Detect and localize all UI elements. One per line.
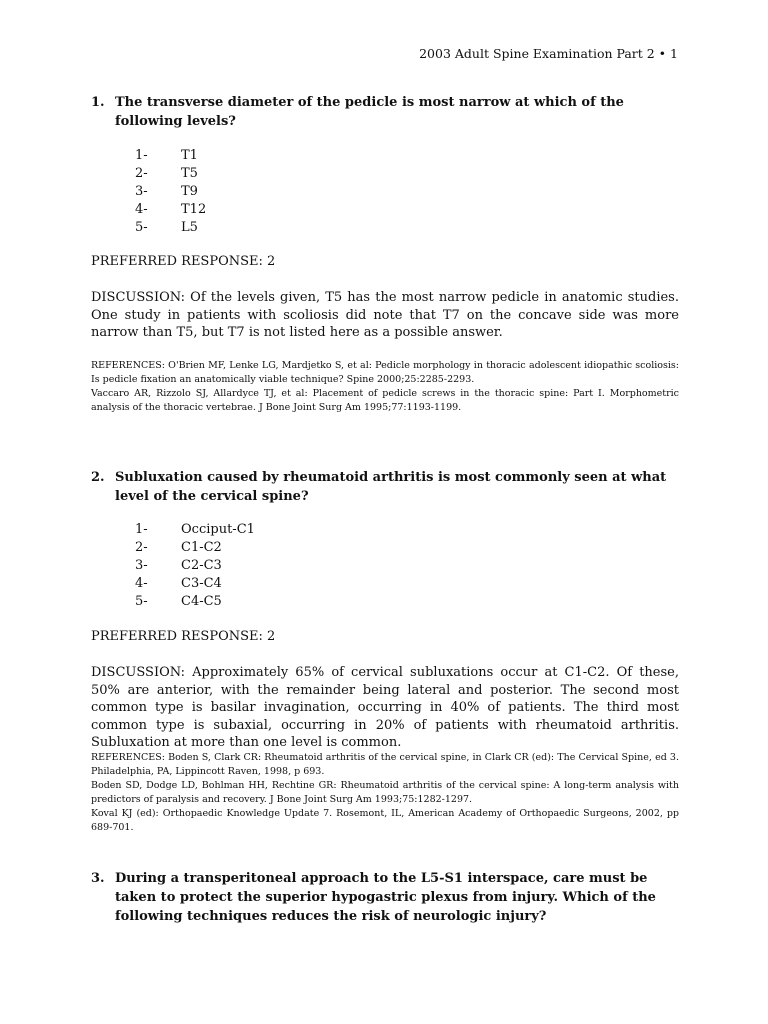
reference-item: Boden SD, Dodge LD, Bohlman HH, Rechtine GR: Rheumatoid arthritis of the cervical spine: A long-term analysis with predictors of paralysis and recovery. J Bone Joint Surg Am 1993;75:1282-1297. bbox=[91, 780, 679, 805]
question-number: 3. bbox=[91, 871, 105, 886]
question-1-options bbox=[135, 147, 206, 237]
question-number: 1. bbox=[91, 95, 105, 110]
question-2 bbox=[91, 468, 680, 506]
reference-item: REFERENCES: O'Brien MF, Lenke LG, Mardjetko S, et al: Pedicle morphology in thoracic adolescent idiopathic scoliosis: Is pedicle fixation an anatomically viable technique? Spine 2000;25:2285-2293. bbox=[91, 360, 679, 385]
option-1: 1- T1 bbox=[135, 148, 198, 163]
page-header: 2003 Adult Spine Examination Part 2 • 1 bbox=[419, 46, 678, 61]
preferred-response: PREFERRED RESPONSE: 2 bbox=[91, 629, 276, 644]
option-2: 2- T5 bbox=[135, 166, 198, 181]
reference-item: REFERENCES: Boden S, Clark CR: Rheumatoid arthritis of the cervical spine, in Clark CR (ed): The Cervical Spine, ed 3. Philadelphia, PA, Lippincott Raven, 1998, p 693. bbox=[91, 752, 679, 777]
question-3 bbox=[91, 869, 680, 926]
references bbox=[91, 751, 679, 835]
question-text: Subluxation caused by rheumatoid arthritis is most commonly seen at what level of the cervical spine? bbox=[115, 470, 667, 504]
question-text: During a transperitoneal approach to the L5-S1 interspace, care must be taken to protect the superior hypogastric plexus from injury. Which of the following techniques reduces the risk of neurologic injury? bbox=[115, 871, 656, 924]
option-5: 5- C4-C5 bbox=[135, 594, 222, 609]
discussion: DISCUSSION: Of the levels given, T5 has the most narrow pedicle in anatomic studies. One study in patients with scoliosis did note that T7 on the concave side was more narrow than T5, but T7 is not listed here as a possible answer. bbox=[91, 290, 679, 340]
option-2: 2- C1-C2 bbox=[135, 540, 222, 555]
reference-item: Koval KJ (ed): Orthopaedic Knowledge Update 7. Rosemont, IL, American Academy of Orthopaedic Surgeons, 2002, pp 689-701. bbox=[91, 808, 679, 833]
question-2-options bbox=[135, 521, 255, 611]
option-3: 3- T9 bbox=[135, 184, 198, 199]
question-text: The transverse diameter of the pedicle is most narrow at which of the following levels? bbox=[115, 95, 624, 129]
option-4: 4- T12 bbox=[135, 202, 207, 217]
option-3: 3- C2-C3 bbox=[135, 558, 222, 573]
option-1: 1- Occiput-C1 bbox=[135, 522, 255, 537]
question-1 bbox=[91, 93, 680, 131]
reference-item: Vaccaro AR, Rizzolo SJ, Allardyce TJ, et al: Placement of pedicle screws in the thoracic spine: Part I. Morphometric analysis of the thoracic vertebrae. J Bone Joint Surg Am 1995;77:1193-1199. bbox=[91, 388, 679, 413]
option-4: 4- C3-C4 bbox=[135, 576, 222, 591]
preferred-response: PREFERRED RESPONSE: 2 bbox=[91, 254, 276, 269]
discussion: DISCUSSION: Approximately 65% of cervical subluxations occur at C1-C2. Of these, 50% are anterior, with the remainder being lateral and posterior. The second most common type is basilar invagination, occurring in 40% of patients. The third most common type is subaxial, occurring in 20% of patients with rheumatoid arthritis. Subluxation at more than one level is common. bbox=[91, 665, 679, 750]
option-5: 5- L5 bbox=[135, 220, 198, 235]
question-number: 2. bbox=[91, 470, 105, 485]
references bbox=[91, 359, 679, 415]
